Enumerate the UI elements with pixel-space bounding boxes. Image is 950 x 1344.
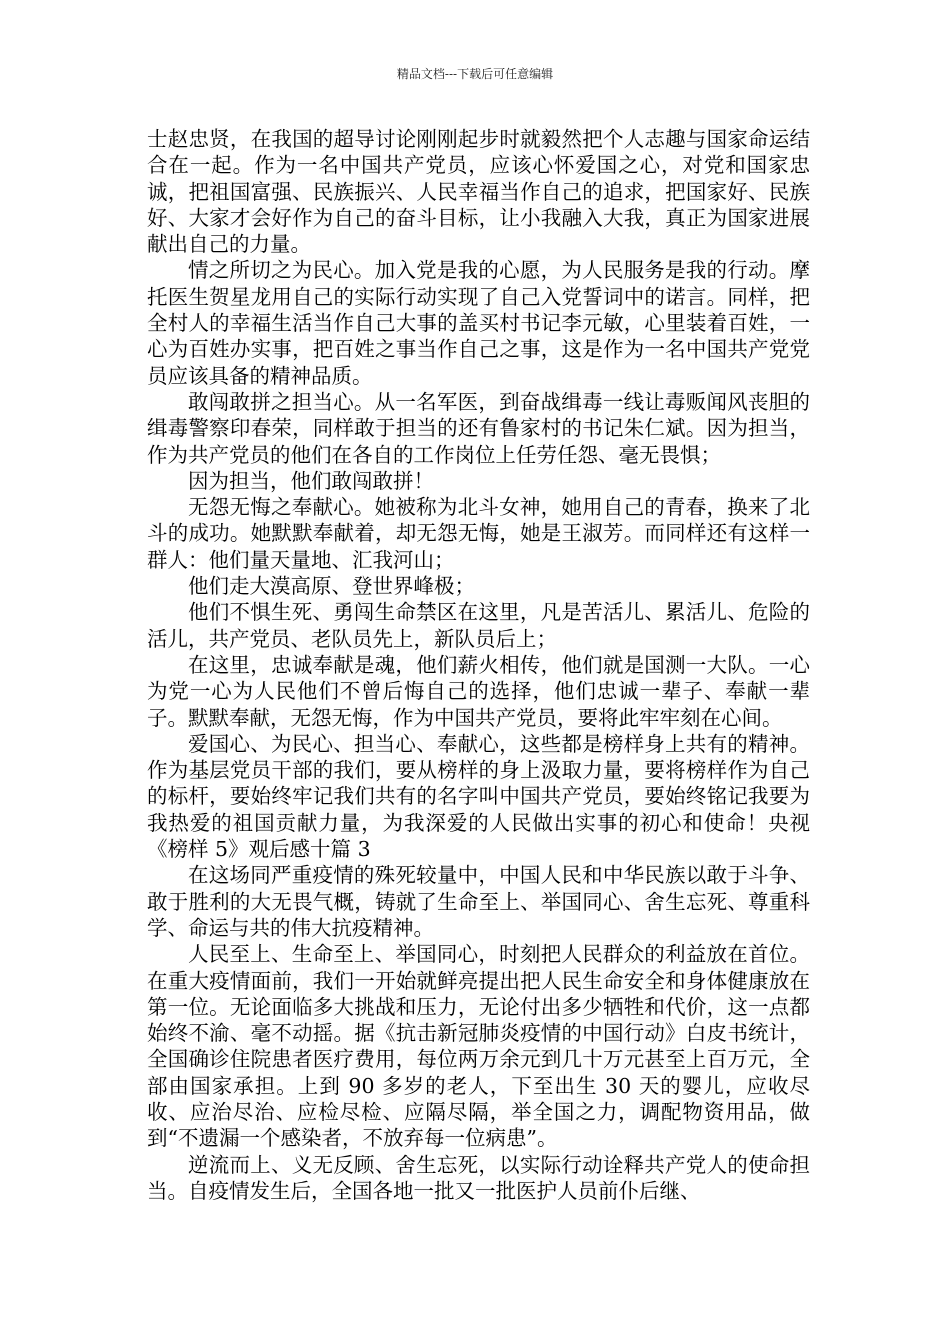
paragraph-12: 逆流而上、义无反顾、舍生忘死，以实际行动诠释共产党人的使命担当。自疫情发生后，全国各地一批又一批医护人员前仆后继、 xyxy=(147,1152,810,1203)
paragraph-5: 无怨无悔之奉献心。她被称为北斗女神，她用自己的青春，换来了北斗的成功。她默默奉献着，却无怨无悔，她是王淑芳。而同样还有这样一群人：他们量天量地、汇我河山； xyxy=(147,495,810,572)
paragraph-9: 爱国心、为民心、担当心、奉献心，这些都是榜样身上共有的精神。作为基层党员干部的我们，要从榜样的身上汲取力量，要将榜样作为自己的标杆，要始终牢记我们共有的名字叫中国共产党员，要始终铭记我要为我热爱的祖国贡献力量，为我深爱的人民做出实事的初心和使命！央视《榜样 5》观后感十篇 3 xyxy=(147,731,810,862)
document-body xyxy=(147,126,810,1204)
paragraph-2: 情之所切之为民心。加入党是我的心愿，为人民服务是我的行动。摩托医生贺星龙用自己的实际行动实现了自己入党誓词中的诺言。同样，把全村人的幸福生活当作自己大事的盖买村书记李元敏，心里装着百姓，一心为百姓办实事，把百姓之事当作自己之事，这是作为一名中国共产党党员应该具备的精神品质。 xyxy=(147,258,810,388)
paragraph-1: 士赵忠贤，在我国的超导讨论刚刚起步时就毅然把个人志趣与国家命运结合在一起。作为一名中国共产党员，应该心怀爱国之心，对党和国家忠诚，把祖国富强、民族振兴、人民幸福当作自己的追求，把国家好、民族好、大家才会好作为自己的奋斗目标，让小我融入大我，真正为国家进展献出自己的力量。 xyxy=(147,127,810,257)
paragraph-6: 他们走大漠高原、登世界峰极； xyxy=(188,574,475,599)
paragraph-11: 人民至上、生命至上、举国同心，时刻把人民群众的利益放在首位。在重大疫情面前，我们一开始就鲜亮提出把人民生命安全和身体健康放在第一位。无论面临多大挑战和压力，无论付出多少牺牲和代价，这一点都始终不渝、毫不动摇。据《抗击新冠肺炎疫情的中国行动》白皮书统计，全国确诊住院患者医疗费用，每位两万余元到几十万元甚至上百万元，全部由国家承担。上到 90 多岁的老人，下至出生 30 天的婴儿，应收尽收、应治尽治、应检尽检、应隔尽隔，举全国之力，调配物资用品，做到“不遗漏一个感染者，不放弃每一位病患”。 xyxy=(147,942,810,1151)
paragraph-10: 在这场同严重疫情的殊死较量中，中国人民和中华民族以敢于斗争、敢于胜利的大无畏气概，铸就了生命至上、举国同心、舍生忘死、尊重科学、命运与共的伟大抗疫精神。 xyxy=(147,863,810,940)
paragraph-8: 在这里，忠诚奉献是魂，他们薪火相传，他们就是国测一大队。一心为党一心为人民他们不曾后悔自己的选择，他们忠诚一辈子、奉献一辈子。默默奉献，无怨无悔，作为中国共产党员，要将此牢牢刻在心间。 xyxy=(147,652,810,730)
paragraph-4: 因为担当，他们敢闯敢拼！ xyxy=(188,468,434,493)
paragraph-7: 他们不惧生死、勇闯生命禁区在这里，凡是苦活儿、累活儿、危险的活儿，共产党员、老队员先上，新队员后上； xyxy=(147,600,810,651)
page-header: 精品文档---下载后可任意编辑 xyxy=(396,67,554,81)
paragraph-3: 敢闯敢拼之担当心。从一名军医，到奋战缉毒一线让毒贩闻风丧胆的缉毒警察印春荣，同样敢于担当的还有鲁家村的书记朱仁斌。因为担当，作为共产党员的他们在各自的工作岗位上任劳任怨、毫无畏惧； xyxy=(147,389,810,467)
